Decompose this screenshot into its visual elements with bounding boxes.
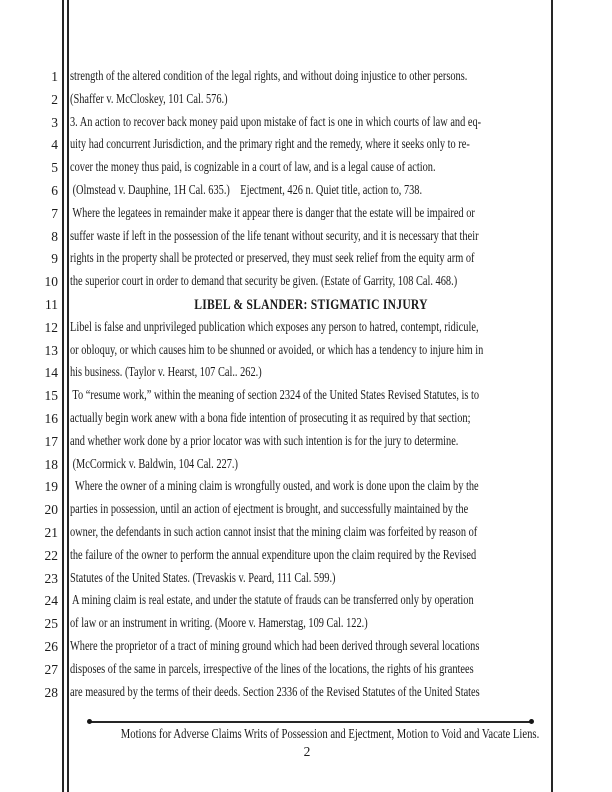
line-number: 16 <box>44 410 58 426</box>
line-text: Where the proprietor of a tract of mining ground which had been derived through several locations <box>70 638 480 654</box>
pleading-row <box>0 112 612 135</box>
line-number: 27 <box>44 661 58 677</box>
line-text: owner, the defendants in such action cannot insist that the mining claim was forfeited by reason of <box>70 524 478 540</box>
line-number: 11 <box>45 296 58 312</box>
line-text: 3. An action to recover back money paid upon mistake of fact is one in which courts of law and eq- <box>70 114 482 130</box>
line-number: 17 <box>44 433 58 449</box>
line-number: 23 <box>44 570 58 586</box>
page-number: 2 <box>303 744 311 759</box>
line-text: uity had concurrent Jurisdiction, and the primary right and the remedy, where it seeks only to re- <box>70 137 470 153</box>
line-text: rights in the property shall be protected or preserved, they must seek relief from the equity arm of <box>70 251 475 267</box>
line-number: 25 <box>44 616 58 632</box>
pleading-row <box>0 66 612 89</box>
pleading-row <box>0 568 612 591</box>
pleading-row <box>0 476 612 499</box>
line-text: To “resume work,” within the meaning of section 2324 of the United States Revised Statutes, is to <box>70 388 480 404</box>
line-text: or obloquy, or which causes him to be shunned or avoided, or which has a tendency to injure him in <box>70 342 484 358</box>
pleading-row <box>0 659 612 682</box>
line-number: 10 <box>44 274 58 290</box>
line-number: 19 <box>44 479 58 495</box>
pleading-row <box>0 613 612 636</box>
line-text: Where the legatees in remainder make it appear there is danger that the estate will be impaired or <box>70 205 475 221</box>
line-text: A mining claim is real estate, and under the statute of frauds can be transferred only by operation <box>70 593 474 609</box>
line-text: actually begin work anew with a bona fide intention of prosecuting it as required by that section; <box>70 410 471 426</box>
line-number: 9 <box>51 251 58 267</box>
line-text: his business. (Taylor v. Hearst, 107 Cal.. 262.) <box>70 365 262 381</box>
line-text: of law or an instrument in writing. (Moore v. Hamerstag, 109 Cal. 122.) <box>70 616 368 632</box>
line-number: 5 <box>51 160 58 176</box>
pleading-row <box>0 226 612 249</box>
pleading-row <box>0 385 612 408</box>
line-number: 7 <box>51 205 58 221</box>
footer-rule-left-dot <box>87 719 92 724</box>
pleading-row <box>0 203 612 226</box>
line-text: the superior court in order to demand that security be given. (Estate of Garrity, 108 Cal. 468.) <box>70 274 458 290</box>
line-text: cover the money thus paid, is cognizable in a court of law, and is a legal cause of action. <box>70 160 436 176</box>
line-number: 22 <box>44 547 58 563</box>
line-number: 20 <box>44 502 58 518</box>
pleading-row <box>0 89 612 112</box>
line-text: the failure of the owner to perform the annual expenditure upon the claim required by the Revised <box>70 547 477 563</box>
line-number: 2 <box>51 91 58 107</box>
line-text: and whether work done by a prior locator was with such intention is for the jury to determine. <box>70 433 459 449</box>
line-number: 24 <box>44 593 58 609</box>
line-text: parties in possession, until an action of ejectment is brought, and successfully maintained by the <box>70 502 469 518</box>
line-text: suffer waste if left in the possession of the life tenant without security, and it is necessary that their <box>70 228 479 244</box>
pleading-row <box>0 248 612 271</box>
line-text: (Olmstead v. Dauphine, 1H Cal. 635.) Ejectment, 426 n. Quiet title, action to, 738. <box>70 182 423 198</box>
line-number: 4 <box>51 137 58 153</box>
line-text: (Shaffer v. McCloskey, 101 Cal. 576.) <box>70 91 228 107</box>
line-text: disposes of the same in parcels, irrespective of the lines of the locations, the rights of his grantees <box>70 661 474 677</box>
pleading-row <box>0 545 612 568</box>
line-text: (McCormick v. Baldwin, 104 Cal. 227.) <box>70 456 238 472</box>
line-number: 28 <box>44 684 58 700</box>
line-text: Libel is false and unprivileged publication which exposes any person to hatred, contempt, ridicule, <box>70 319 479 335</box>
pleading-row <box>0 522 612 545</box>
footer-rule-right-dot <box>529 719 534 724</box>
pleading-row <box>0 499 612 522</box>
pleading-row <box>0 134 612 157</box>
line-rows <box>0 66 612 704</box>
line-number: 6 <box>51 182 58 198</box>
pleading-row <box>0 636 612 659</box>
line-text: strength of the altered condition of the legal rights, and without doing injustice to other persons. <box>70 69 468 84</box>
line-text: Statutes of the United States. (Trevaskis v. Peard, 111 Cal. 599.) <box>70 570 336 586</box>
pleading-row <box>0 408 612 431</box>
line-number: 8 <box>51 228 58 244</box>
line-text: are measured by the terms of their deeds. Section 2336 of the Revised Statutes of the United States <box>70 684 480 700</box>
footer-rule <box>88 721 533 723</box>
line-number: 3 <box>51 114 58 130</box>
pleading-row <box>0 431 612 454</box>
line-number: 21 <box>44 524 58 540</box>
pleading-row <box>0 294 612 317</box>
pleading-row <box>0 317 612 340</box>
line-number: 12 <box>44 319 58 335</box>
section-heading: LIBEL & SLANDER: STIGMATIC INJURY <box>194 296 428 313</box>
line-number: 26 <box>44 638 58 654</box>
line-text: Where the owner of a mining claim is wrongfully ousted, and work is done upon the claim by the <box>70 479 479 495</box>
pleading-row <box>0 157 612 180</box>
pleading-row <box>0 180 612 203</box>
pleading-row <box>0 362 612 385</box>
pleading-row <box>0 682 612 705</box>
pleading-row <box>0 271 612 294</box>
line-number: 1 <box>51 69 58 84</box>
pleading-row <box>0 590 612 613</box>
line-number: 18 <box>44 456 58 472</box>
pleading-row <box>0 340 612 363</box>
line-number: 14 <box>44 365 58 381</box>
line-number: 13 <box>44 342 58 358</box>
footer-title: Motions for Adverse Claims Writs of Possession and Ejectment, Motion to Void and Vacate Liens. <box>120 727 540 742</box>
pleading-row <box>0 454 612 477</box>
line-number: 15 <box>44 388 58 404</box>
